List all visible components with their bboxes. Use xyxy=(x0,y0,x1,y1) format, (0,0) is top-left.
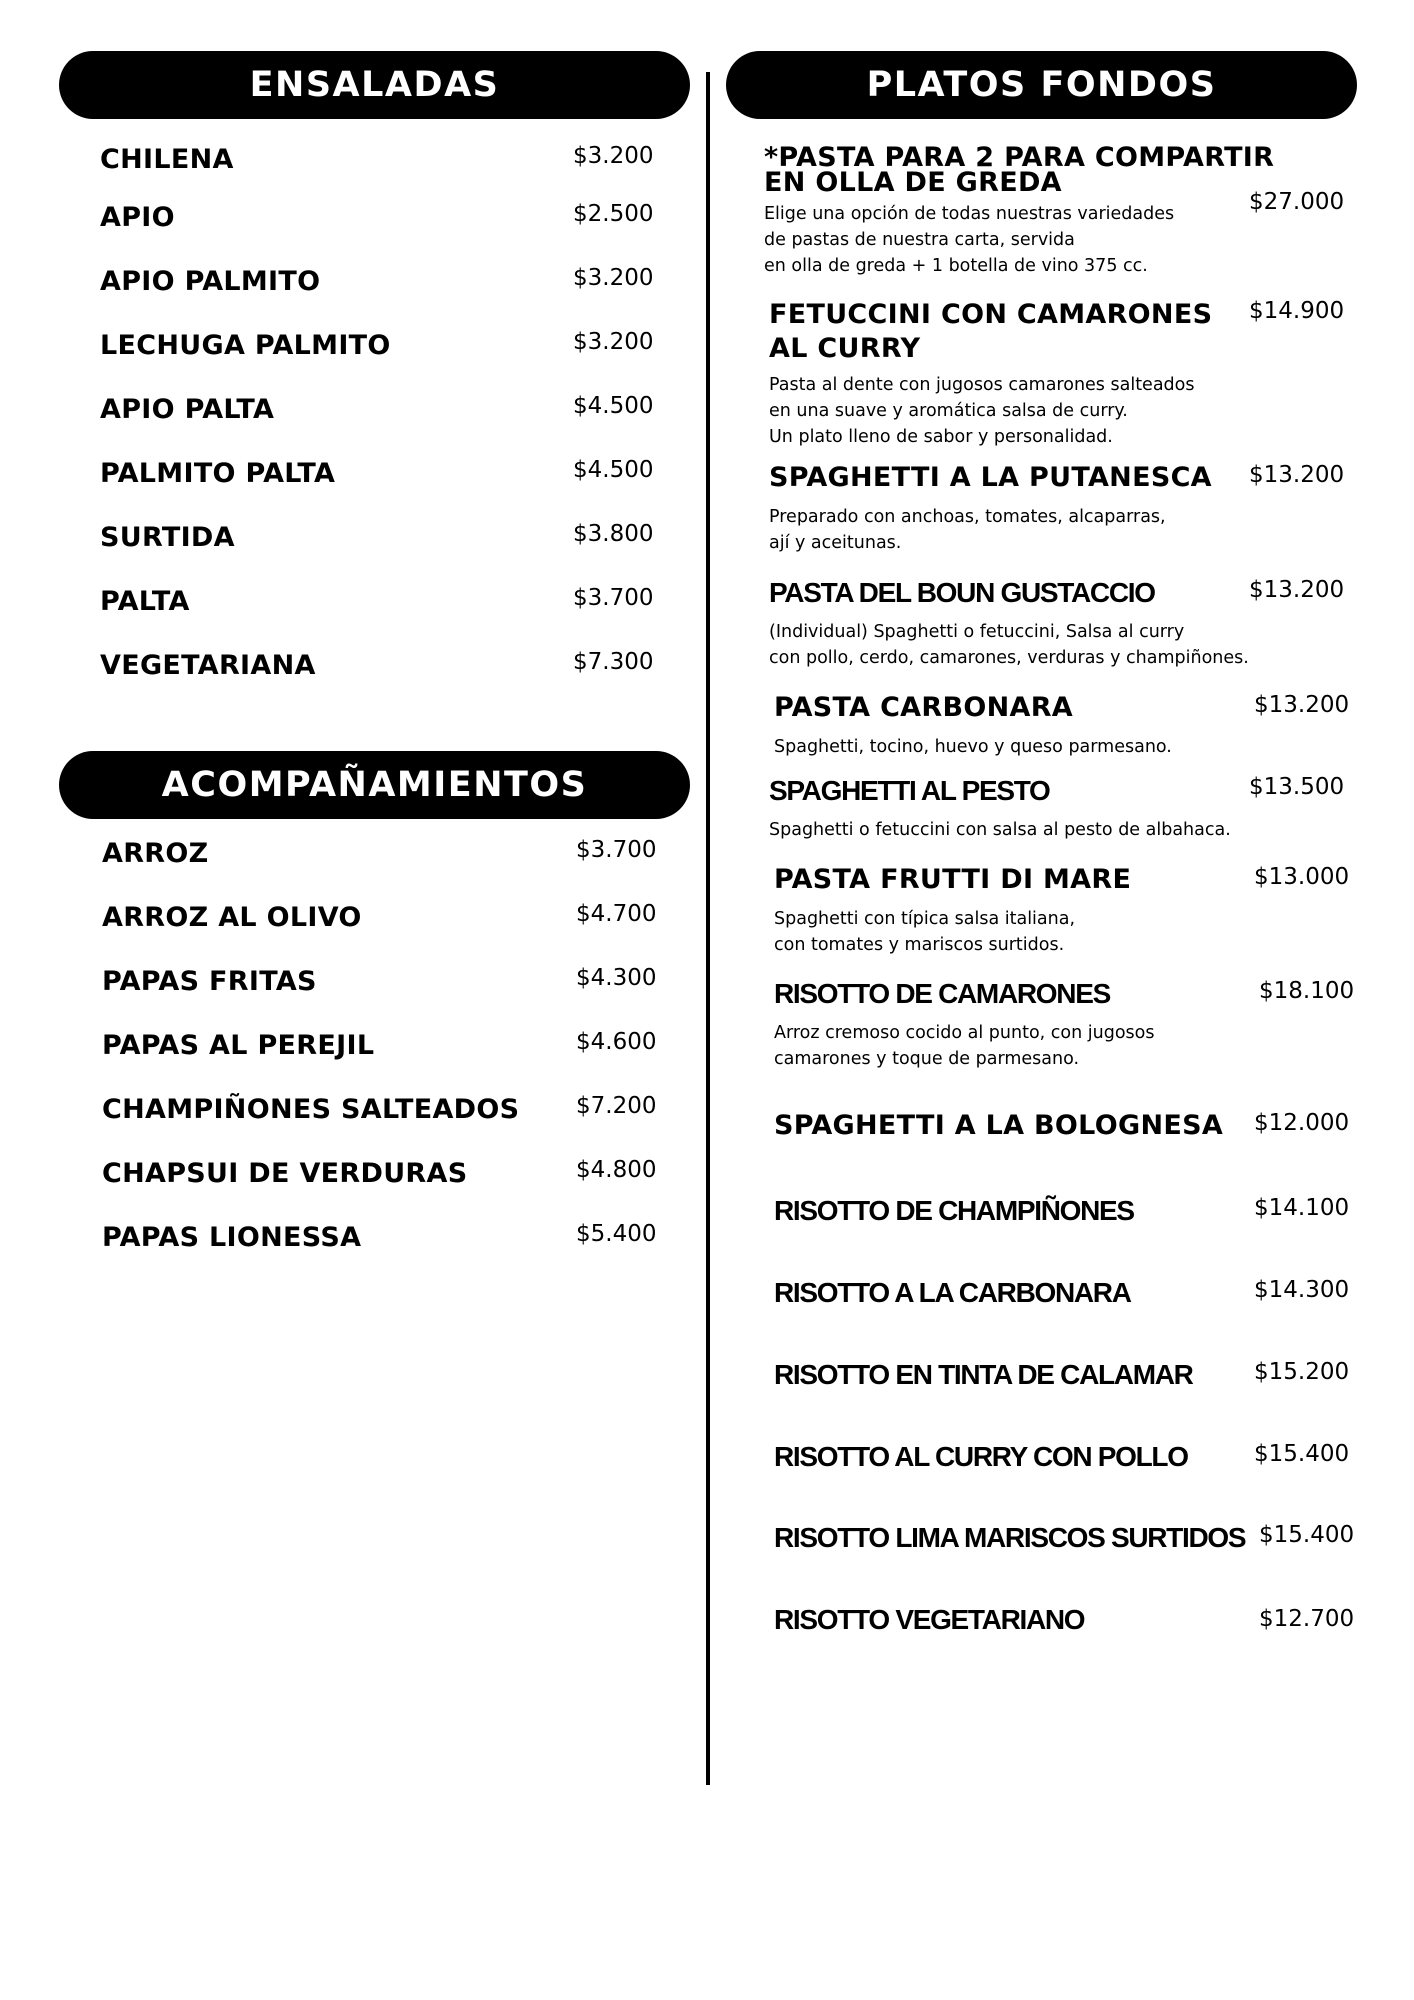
ensaladas-header: ENSALADAS xyxy=(59,51,690,119)
menu-item-name: PASTA CARBONARA xyxy=(774,692,1073,723)
menu-item-price: $2.500 xyxy=(573,201,654,227)
menu-item-price: $13.200 xyxy=(1249,462,1345,488)
menu-item-price: $13.200 xyxy=(1254,692,1350,718)
menu-item-name: PAPAS FRITAS xyxy=(102,966,317,997)
menu-item-description: Spaghetti con típica salsa italiana, con tomates y mariscos surtidos. xyxy=(774,909,1076,955)
menu-item-price: $15.400 xyxy=(1259,1522,1355,1548)
menu-item-price: $3.700 xyxy=(576,837,657,863)
menu-item-price: $15.200 xyxy=(1254,1359,1350,1385)
menu-item-name: CHILENA xyxy=(100,144,234,175)
menu-item-name: ARROZ AL OLIVO xyxy=(102,902,362,933)
menu-item-name: SPAGHETTI AL PESTO xyxy=(769,775,1050,806)
menu-item-name: PASTA DEL BOUN GUSTACCIO xyxy=(769,577,1155,608)
platos-fondos-header: PLATOS FONDOS xyxy=(726,51,1357,119)
menu-item-price: $12.000 xyxy=(1254,1110,1350,1136)
menu-item-price: $14.100 xyxy=(1254,1195,1350,1221)
menu-item-price: $4.500 xyxy=(573,457,654,483)
menu-item-price: $13.200 xyxy=(1249,577,1345,603)
menu-item-price: $3.800 xyxy=(573,521,654,547)
menu-item-price: $18.100 xyxy=(1259,978,1355,1004)
menu-item-name: ARROZ xyxy=(102,838,209,869)
menu-item-price: $13.500 xyxy=(1249,774,1345,800)
menu-item-price: $14.900 xyxy=(1249,298,1345,324)
menu-item-name: RISOTTO DE CHAMPIÑONES xyxy=(774,1195,1134,1226)
menu-item-price: $3.200 xyxy=(573,265,654,291)
menu-item-price: $3.200 xyxy=(573,143,654,169)
menu-item-name: PALMITO PALTA xyxy=(100,458,336,489)
menu-item-name: PALTA xyxy=(100,586,190,617)
menu-item-name: VEGETARIANA xyxy=(100,650,316,681)
menu-item-name: RISOTTO A LA CARBONARA xyxy=(774,1277,1131,1308)
menu-item-name: RISOTTO LIMA MARISCOS SURTIDOS xyxy=(774,1522,1246,1553)
menu-item-description: Arroz cremoso cocido al punto, con jugosos camarones y toque de parmesano. xyxy=(774,1023,1155,1069)
acompanamientos-header: ACOMPAÑAMIENTOS xyxy=(59,751,690,819)
menu-item-price: $15.400 xyxy=(1254,1441,1350,1467)
menu-item-name: APIO PALMITO xyxy=(100,266,321,297)
menu-item-name: PAPAS LIONESSA xyxy=(102,1222,362,1253)
menu-item-name: CHAPSUI DE VERDURAS xyxy=(102,1158,468,1189)
menu-item-price: $4.800 xyxy=(576,1157,657,1183)
menu-item-price: $27.000 xyxy=(1249,189,1345,215)
menu-item-price: $5.400 xyxy=(576,1221,657,1247)
menu-item-name: CHAMPIÑONES SALTEADOS xyxy=(102,1094,520,1125)
menu-item-name: RISOTTO EN TINTA DE CALAMAR xyxy=(774,1359,1193,1390)
menu-item-description: Elige una opción de todas nuestras variedades de pastas de nuestra carta, servida en olla de greda + 1 botella de vino 375 cc. xyxy=(764,204,1175,276)
menu-item-description: (Individual) Spaghetti o fetuccini, Salsa al curry con pollo, cerdo, camarones, verduras y champiñones. xyxy=(769,622,1249,668)
menu-item-name: FETUCCINI CON CAMARONES AL CURRY xyxy=(769,299,1213,364)
menu-item-price: $14.300 xyxy=(1254,1277,1350,1303)
menu-item-name: APIO xyxy=(100,202,175,233)
menu-item-name: RISOTTO VEGETARIANO xyxy=(774,1604,1085,1635)
menu-item-name: RISOTTO DE CAMARONES xyxy=(774,978,1110,1009)
menu-item-price: $3.700 xyxy=(573,585,654,611)
menu-item-price: $4.500 xyxy=(573,393,654,419)
menu-item-description: Preparado con anchoas, tomates, alcaparras, ají y aceitunas. xyxy=(769,507,1166,553)
menu-item-price: $4.600 xyxy=(576,1029,657,1055)
menu-item-name: PAPAS AL PEREJIL xyxy=(102,1030,375,1061)
menu-item-name: SURTIDA xyxy=(100,522,235,553)
menu-item-price: $12.700 xyxy=(1259,1606,1355,1632)
menu-item-price: $3.200 xyxy=(573,329,654,355)
menu-item-price: $13.000 xyxy=(1254,864,1350,890)
menu-item-price: $7.200 xyxy=(576,1093,657,1119)
menu-item-description: Pasta al dente con jugosos camarones salteados en una suave y aromática salsa de curry. Un plato lleno de sabor y personalidad. xyxy=(769,375,1195,447)
menu-item-description: Spaghetti o fetuccini con salsa al pesto de albahaca. xyxy=(769,820,1231,840)
menu-item-price: $4.300 xyxy=(576,965,657,991)
column-divider xyxy=(706,72,710,1785)
menu-item-description: Spaghetti, tocino, huevo y queso parmesano. xyxy=(774,737,1172,757)
menu-item-name: SPAGHETTI A LA BOLOGNESA xyxy=(774,1110,1224,1141)
menu-item-name: *PASTA PARA 2 PARA COMPARTIR EN OLLA DE GREDA xyxy=(764,142,1275,198)
menu-item-name: RISOTTO AL CURRY CON POLLO xyxy=(774,1441,1188,1472)
menu-item-name: PASTA FRUTTI DI MARE xyxy=(774,864,1132,895)
menu-item-price: $7.300 xyxy=(573,649,654,675)
menu-item-name: SPAGHETTI A LA PUTANESCA xyxy=(769,462,1212,493)
menu-item-name: LECHUGA PALMITO xyxy=(100,330,391,361)
menu-item-name: APIO PALTA xyxy=(100,394,275,425)
menu-item-price: $4.700 xyxy=(576,901,657,927)
